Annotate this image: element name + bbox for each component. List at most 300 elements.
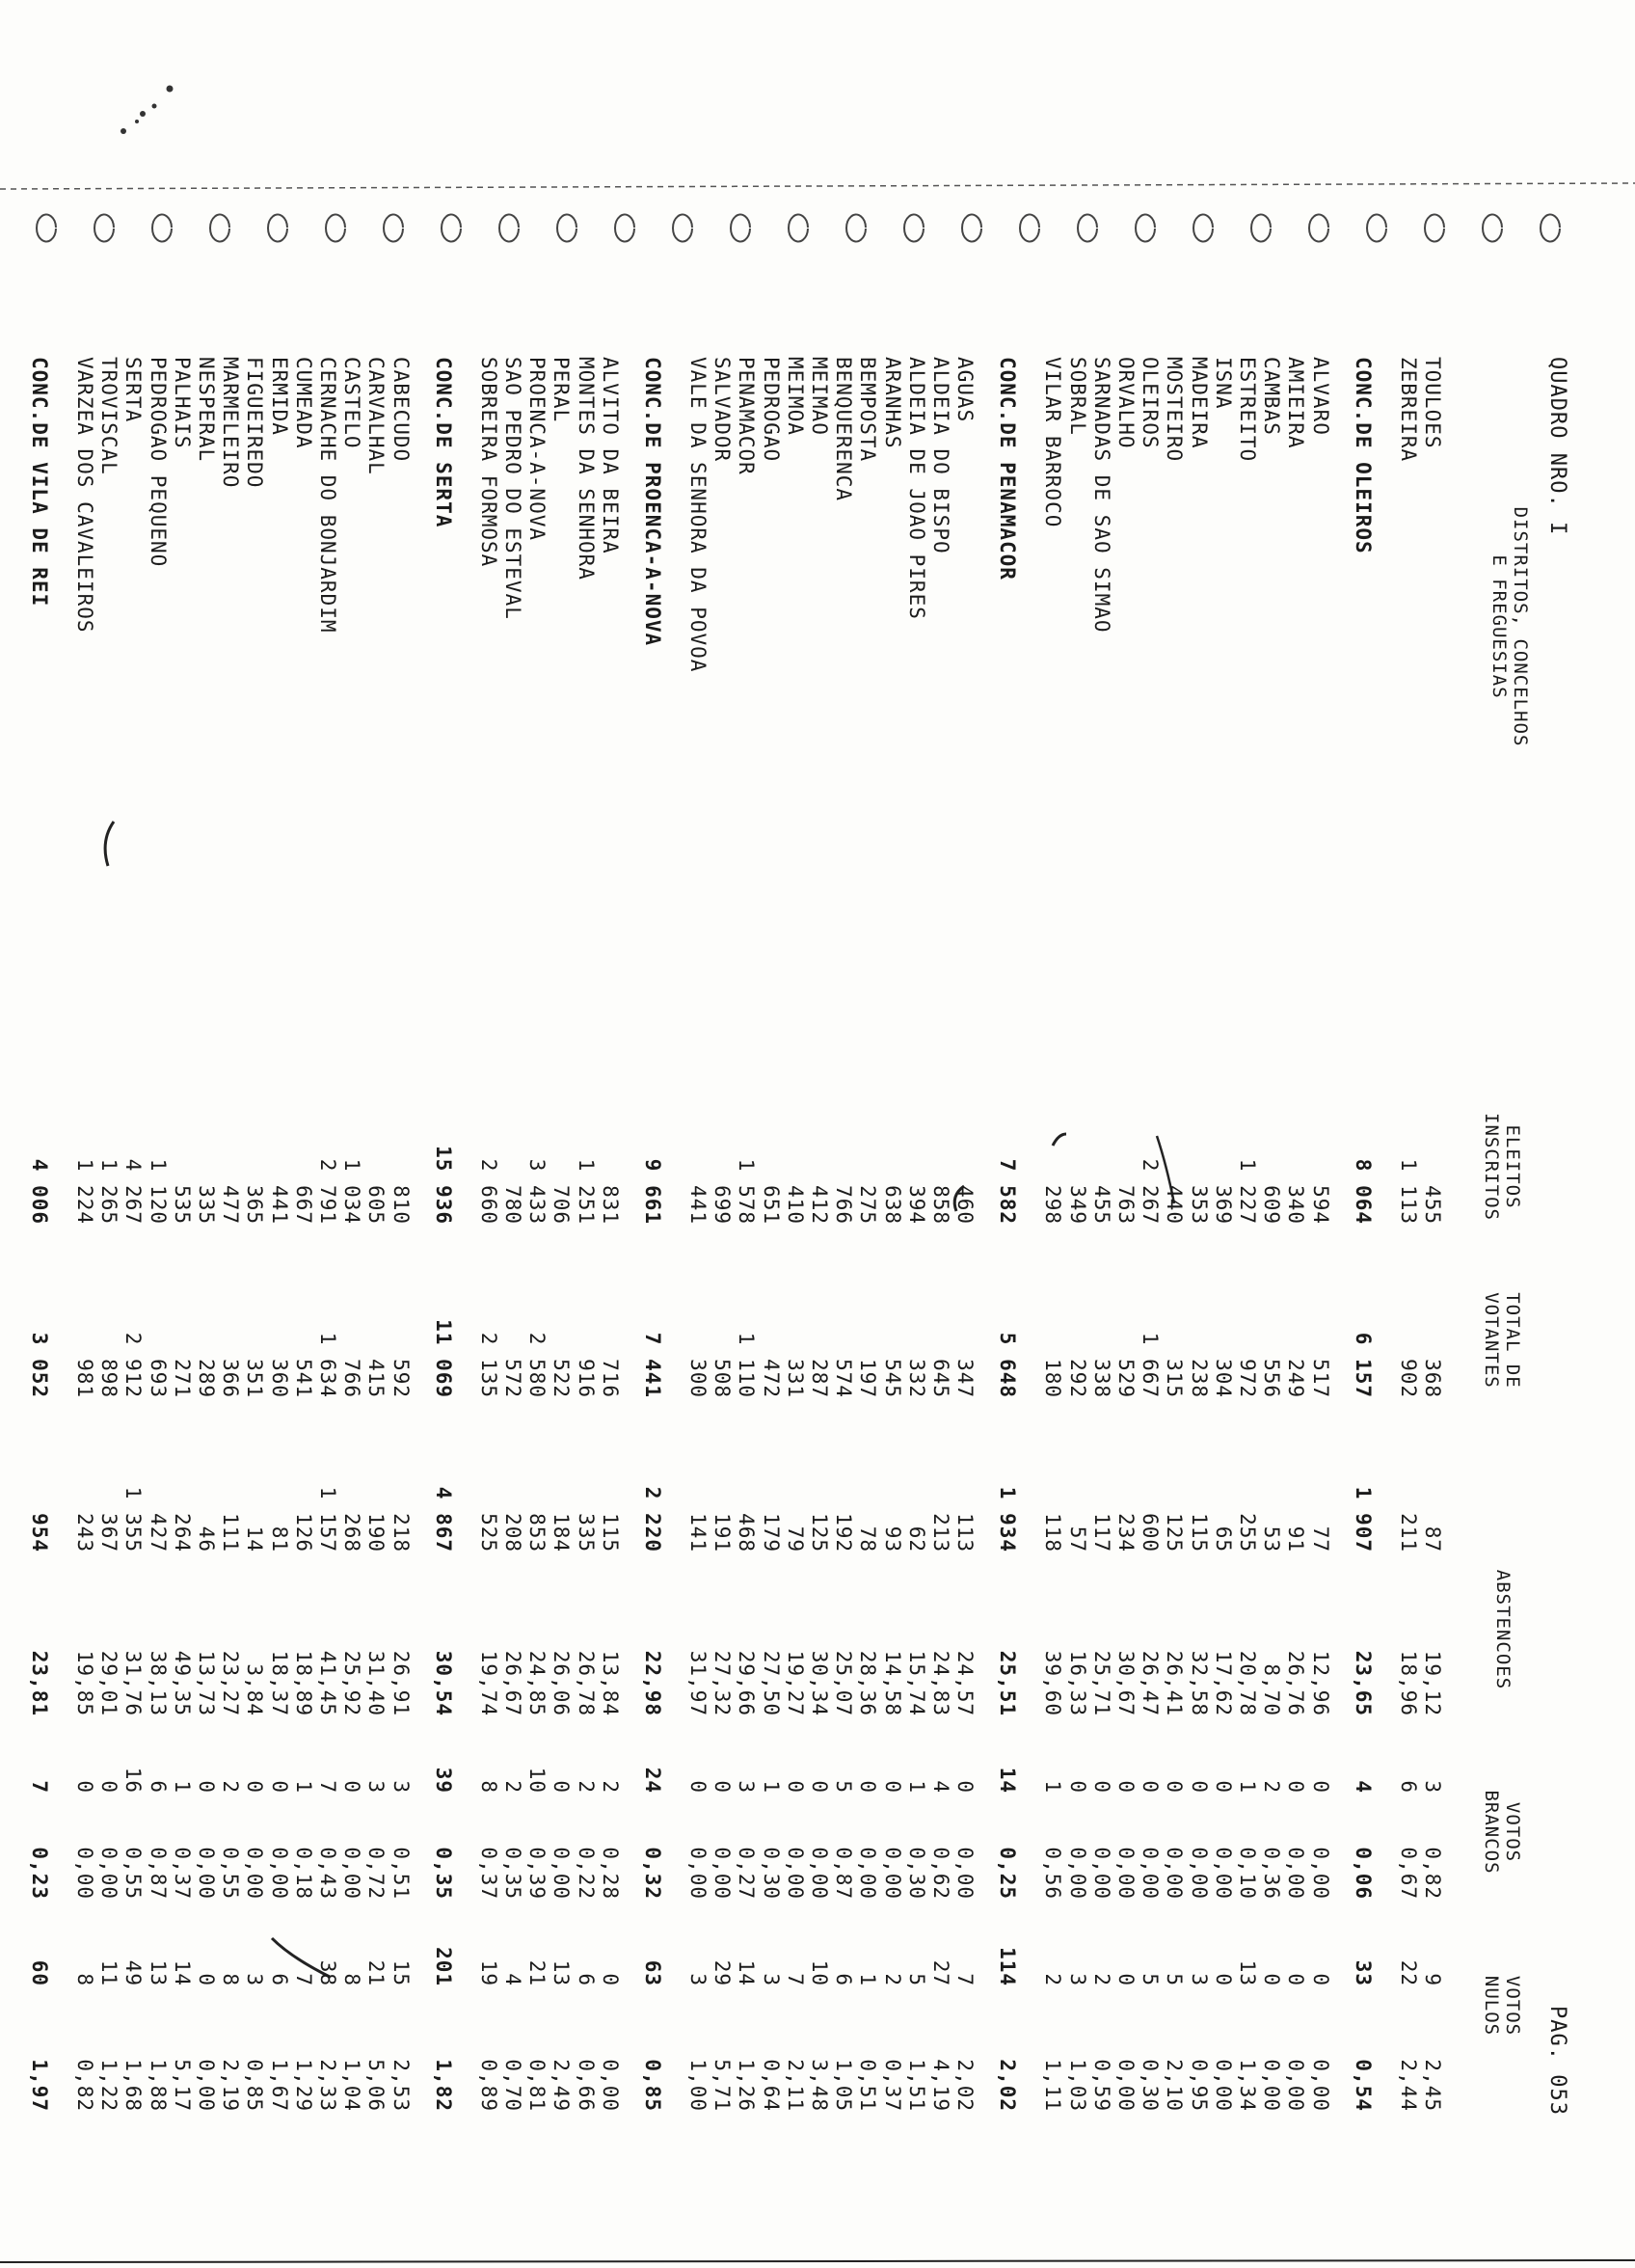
cell-bn: 0 <box>340 1780 364 1794</box>
cell-absp: 26,78 <box>574 1650 598 1716</box>
cell-bp: 0,22 <box>574 1847 598 1900</box>
cell-name: SOBREIRA FORMOSA <box>476 357 500 568</box>
cell-nn: 0 <box>598 1973 622 1986</box>
cell-bp: 0,37 <box>476 1847 500 1900</box>
cell-name: ALVITO DA BEIRA <box>598 357 622 554</box>
cell-abs: 87 <box>1421 1526 1444 1552</box>
cell-vot: 716 <box>598 1359 622 1398</box>
cell-abs: 115 <box>598 1513 622 1552</box>
cell-np: 1,97 <box>27 2059 51 2112</box>
cell-name: PALHAIS <box>170 357 194 449</box>
cell-bp: 0,30 <box>759 1847 783 1900</box>
cell-nn: 60 <box>27 1959 51 1986</box>
cell-ins: 810 <box>389 1185 413 1225</box>
cell-vot: 1 634 <box>316 1332 339 1398</box>
cell-bn: 4 <box>929 1780 952 1794</box>
cell-np: 1,03 <box>1065 2059 1089 2112</box>
cell-name: MEIMOA <box>783 357 807 436</box>
cell-np: 2,19 <box>219 2059 243 2112</box>
cell-abs: 81 <box>267 1526 291 1552</box>
cell-abs: 525 <box>476 1513 500 1552</box>
cell-vot: 472 <box>759 1359 783 1398</box>
cell-bn: 0 <box>1089 1780 1113 1794</box>
cell-abs: 335 <box>574 1513 598 1552</box>
cell-vot: 541 <box>291 1359 315 1398</box>
cell-abs: 53 <box>1260 1526 1284 1552</box>
cell-vot: 6 157 <box>1351 1332 1375 1398</box>
cell-vot: 287 <box>808 1359 831 1398</box>
table-row <box>953 29 977 2208</box>
cell-ins: 535 <box>170 1185 194 1225</box>
cell-np: 1,68 <box>121 2059 146 2112</box>
cell-np: 2,10 <box>1163 2059 1187 2112</box>
cell-ins: 1 227 <box>1236 1158 1259 1225</box>
cell-absp: 27,50 <box>759 1650 783 1716</box>
cell-abs: 118 <box>1041 1513 1065 1552</box>
cell-nn: 21 <box>525 1959 549 1986</box>
cell-bn: 39 <box>431 1767 455 1794</box>
cell-name: FIGUEIREDO <box>243 357 267 489</box>
cell-ins: 441 <box>686 1185 710 1225</box>
cell-vot: 972 <box>1236 1359 1259 1398</box>
table-row <box>1041 29 1064 2208</box>
cell-abs: 141 <box>686 1513 710 1552</box>
cell-vot: 556 <box>1260 1359 1284 1398</box>
cell-bn: 2 <box>574 1780 598 1794</box>
cell-bp: 0,00 <box>97 1847 121 1900</box>
cell-name: ALDEIA DO BISPO <box>929 357 952 554</box>
cell-abs: 62 <box>904 1526 928 1552</box>
table-row <box>268 29 291 2208</box>
cell-np: 2,11 <box>783 2059 807 2112</box>
cell-absp: 19,27 <box>783 1650 807 1716</box>
table-row <box>316 29 339 2208</box>
cell-nn: 4 <box>501 1973 524 1986</box>
cell-absp: 41,45 <box>316 1650 339 1716</box>
cell-absp: 16,33 <box>1065 1650 1089 1716</box>
table-row <box>549 29 573 2208</box>
cell-abs: 125 <box>808 1513 831 1552</box>
cell-absp: 23,27 <box>219 1650 243 1716</box>
header-ins-line1: ELEITOS <box>1502 1124 1523 1209</box>
cell-ins: 455 <box>1089 1185 1113 1225</box>
cell-name: PEDROGAO <box>759 357 783 463</box>
cell-abs: 213 <box>929 1513 952 1552</box>
cell-ins: 455 <box>1421 1185 1444 1225</box>
header-abstencoes: ABSTENCOES <box>1492 1569 1514 1690</box>
cell-abs: 1 157 <box>316 1486 339 1552</box>
cell-vot: 2 580 <box>525 1332 549 1398</box>
table-row <box>1309 29 1332 2208</box>
cell-name: CONC.DE OLEIROS <box>1351 357 1375 554</box>
cell-bn: 1 <box>759 1780 783 1794</box>
cell-name: MOSTEIRO <box>1163 357 1187 463</box>
cell-np: 2,44 <box>1396 2059 1420 2112</box>
cell-nn: 9 <box>1421 1973 1444 1986</box>
cell-ins: 275 <box>856 1185 880 1225</box>
cell-np: 1,11 <box>1041 2059 1065 2112</box>
cell-nn: 3 <box>1187 1973 1211 1986</box>
cell-np: 0,82 <box>73 2059 96 2112</box>
table-row <box>364 29 388 2208</box>
cell-bn: 0 <box>783 1780 807 1794</box>
cell-vot: 517 <box>1308 1359 1332 1398</box>
header-nulos <box>1481 1948 1523 2064</box>
cell-vot: 1 110 <box>735 1332 759 1398</box>
cell-bn: 0 <box>686 1780 710 1794</box>
cell-vot: 7 441 <box>640 1332 664 1398</box>
cell-absp: 26,67 <box>501 1650 524 1716</box>
table-row <box>292 29 315 2208</box>
cell-bp: 0,30 <box>904 1847 928 1900</box>
cell-np: 0,00 <box>1284 2059 1308 2112</box>
cell-name: MADEIRA <box>1187 357 1211 449</box>
cell-bn: 0 <box>267 1780 291 1794</box>
cell-vot: 300 <box>686 1359 710 1398</box>
cell-name: ORVALHO <box>1114 357 1138 449</box>
cell-name: ERMIDA <box>267 357 291 436</box>
table-row <box>1397 29 1420 2208</box>
cell-abs: 4 867 <box>431 1486 455 1552</box>
cell-absp: 25,71 <box>1089 1650 1113 1716</box>
cell-bp: 0,00 <box>686 1847 710 1900</box>
cell-np: 0,64 <box>759 2059 783 2112</box>
cell-bp: 0,00 <box>1211 1847 1235 1900</box>
cell-vot: 592 <box>389 1359 413 1398</box>
cell-absp: 19,12 <box>1421 1650 1444 1716</box>
cell-bp: 0,87 <box>146 1847 170 1900</box>
cell-vot: 338 <box>1089 1359 1113 1398</box>
cell-ins: 763 <box>1114 1185 1138 1225</box>
cell-bn: 0 <box>880 1780 904 1794</box>
cell-abs: 218 <box>389 1513 413 1552</box>
cell-abs: 264 <box>170 1513 194 1552</box>
cell-absp: 29,01 <box>97 1650 121 1716</box>
cell-ins: 638 <box>880 1185 904 1225</box>
cell-name: CONC.DE SERTA <box>431 357 455 528</box>
cell-ins: 298 <box>1041 1185 1065 1225</box>
table-row <box>1066 29 1089 2208</box>
cell-ins: 1 265 <box>97 1158 121 1225</box>
table-row <box>1212 29 1235 2208</box>
table-row <box>171 29 194 2208</box>
cell-bn: 8 <box>476 1780 500 1794</box>
cell-bp: 0,00 <box>1065 1847 1089 1900</box>
cell-name: CERNACHE DO BONJARDIM <box>316 357 339 634</box>
cell-bp: 0,00 <box>1308 1847 1332 1900</box>
cell-name: MEIMAO <box>808 357 831 436</box>
cell-ins: 440 <box>1163 1185 1187 1225</box>
cell-nn: 15 <box>389 1959 413 1986</box>
cell-bn: 1 <box>1236 1780 1259 1794</box>
header-ins-line2: INSCRITOS <box>1481 1113 1502 1221</box>
cell-bn: 0 <box>1211 1780 1235 1794</box>
cell-bn: 1 <box>170 1780 194 1794</box>
cell-name: AGUAS <box>953 357 978 423</box>
concelho-total-row <box>996 29 1019 2208</box>
cell-abs: 117 <box>1089 1513 1113 1552</box>
cell-bn: 0 <box>1114 1780 1138 1794</box>
cell-np: 0,66 <box>574 2059 598 2112</box>
cell-absp: 14,58 <box>880 1650 904 1716</box>
cell-nn: 0 <box>195 1973 218 1986</box>
cell-bp: 0,00 <box>710 1847 735 1900</box>
cell-name: SARNADAS DE SAO SIMAO <box>1089 357 1113 634</box>
table-row <box>760 29 783 2208</box>
cell-absp: 31,40 <box>364 1650 389 1716</box>
cell-abs: 57 <box>1065 1526 1089 1552</box>
cell-bp: 0,00 <box>1089 1847 1113 1900</box>
table-row <box>147 29 170 2208</box>
cell-bp: 0,28 <box>598 1847 622 1900</box>
cell-bn: 6 <box>146 1780 170 1794</box>
cell-abs: 192 <box>832 1513 856 1552</box>
cell-np: 1,88 <box>146 2059 170 2112</box>
cell-abs: 113 <box>953 1513 978 1552</box>
cell-ins: 699 <box>710 1185 735 1225</box>
cell-vot: 898 <box>97 1359 121 1398</box>
cell-absp: 19,74 <box>476 1650 500 1716</box>
cell-bn: 0 <box>549 1780 574 1794</box>
cell-nn: 11 <box>97 1959 121 1986</box>
cell-ins: 1 251 <box>574 1158 598 1225</box>
cell-nn: 27 <box>929 1959 952 1986</box>
cell-ins: 2 267 <box>1139 1158 1163 1225</box>
cell-vot: 11 069 <box>431 1319 455 1398</box>
cell-vot: 238 <box>1187 1359 1211 1398</box>
cell-np: 2,53 <box>389 2059 413 2112</box>
cell-name: ALVARO <box>1308 357 1332 436</box>
cell-absp: 3,84 <box>243 1663 267 1716</box>
cell-name: PEDROGAO PEQUENO <box>146 357 170 568</box>
cell-ins: 605 <box>364 1185 389 1225</box>
cell-abs: 184 <box>549 1513 574 1552</box>
cell-abs: 1 907 <box>1351 1486 1375 1552</box>
header-vot-line2: VOTANTES <box>1481 1292 1502 1389</box>
cell-bp: 0,06 <box>1351 1847 1375 1900</box>
cell-vot: 5 648 <box>996 1332 1020 1398</box>
table-row <box>881 29 904 2208</box>
cell-bn: 16 <box>121 1767 146 1794</box>
cell-bn: 0 <box>1065 1780 1089 1794</box>
cell-nn: 7 <box>953 1973 978 1986</box>
cell-ins: 441 <box>267 1185 291 1225</box>
cell-vot: 180 <box>1041 1359 1065 1398</box>
cell-absp: 30,67 <box>1114 1650 1138 1716</box>
cell-np: 5,17 <box>170 2059 194 2112</box>
cell-vot: 545 <box>880 1359 904 1398</box>
table-row <box>340 29 363 2208</box>
cell-bn: 0 <box>808 1780 831 1794</box>
cell-ins: 3 433 <box>525 1158 549 1225</box>
table-row <box>195 29 218 2208</box>
cell-np: 0,00 <box>1114 2059 1138 2112</box>
cell-bp: 0,00 <box>808 1847 831 1900</box>
cell-np: 5,71 <box>710 2059 735 2112</box>
cell-vot: 360 <box>267 1359 291 1398</box>
cell-ins: 7 582 <box>996 1158 1020 1225</box>
cell-bn: 2 <box>598 1780 622 1794</box>
cell-name: CASTELO <box>340 357 364 449</box>
cell-absp: 25,07 <box>832 1650 856 1716</box>
cell-np: 1,00 <box>686 2059 710 2112</box>
cell-vot: 3 052 <box>27 1332 51 1398</box>
table-row <box>735 29 758 2208</box>
cell-nn: 3 <box>759 1973 783 1986</box>
cell-name: PENAMACOR <box>735 357 759 475</box>
header-vot-line1: TOTAL DE <box>1502 1292 1523 1389</box>
cell-absp: 49,35 <box>170 1650 194 1716</box>
cell-np: 0,51 <box>856 2059 880 2112</box>
cell-nn: 63 <box>640 1959 664 1986</box>
cell-ins: 667 <box>291 1185 315 1225</box>
table-row <box>1236 29 1259 2208</box>
cell-vot: 574 <box>832 1359 856 1398</box>
cell-vot: 522 <box>549 1359 574 1398</box>
cell-np: 2,49 <box>549 2059 574 2112</box>
cell-nn: 5 <box>904 1973 928 1986</box>
cell-bp: 0,27 <box>735 1847 759 1900</box>
cell-bn: 14 <box>996 1767 1020 1794</box>
cell-nn: 22 <box>1396 1959 1420 1986</box>
cell-ins: 831 <box>598 1185 622 1225</box>
cell-nn: 8 <box>340 1973 364 1986</box>
cell-absp: 24,57 <box>953 1650 978 1716</box>
cell-bp: 0,10 <box>1236 1847 1259 1900</box>
table-row <box>1421 29 1444 2208</box>
cell-ins: 335 <box>195 1185 218 1225</box>
cell-bn: 2 <box>219 1780 243 1794</box>
cell-bp: 0,00 <box>1187 1847 1211 1900</box>
cell-absp: 13,84 <box>598 1650 622 1716</box>
table-row <box>856 29 879 2208</box>
cell-bp: 0,82 <box>1421 1847 1444 1900</box>
cell-abs: 255 <box>1236 1513 1259 1552</box>
cell-np: 0,85 <box>640 2059 664 2112</box>
cell-abs: 125 <box>1163 1513 1187 1552</box>
cell-nn: 7 <box>783 1973 807 1986</box>
cell-vot: 902 <box>1396 1359 1420 1398</box>
cell-absp: 20,78 <box>1236 1650 1259 1716</box>
cell-np: 1,29 <box>291 2059 315 2112</box>
cell-bp: 0,00 <box>1163 1847 1187 1900</box>
header-name-line1: DISTRITOS, CONCELHOS <box>1510 506 1531 747</box>
header-bra-line2: BRANCOS <box>1481 1790 1502 1875</box>
cell-np: 1,51 <box>904 2059 928 2112</box>
cell-absp: 8,70 <box>1260 1663 1284 1716</box>
cell-nn: 2 <box>1041 1973 1065 1986</box>
cell-np: 0,00 <box>195 2059 218 2112</box>
cell-absp: 18,37 <box>267 1650 291 1716</box>
cell-abs: 427 <box>146 1513 170 1552</box>
cell-abs: 93 <box>880 1526 904 1552</box>
cell-ins: 477 <box>219 1185 243 1225</box>
cell-bn: 6 <box>1396 1780 1420 1794</box>
cell-name: SERTA <box>121 357 146 423</box>
table-row <box>929 29 952 2208</box>
cell-absp: 19,85 <box>73 1650 96 1716</box>
cell-name: VILAR BARROCO <box>1041 357 1065 528</box>
cell-bp: 0,72 <box>364 1847 389 1900</box>
cell-bn: 0 <box>1284 1780 1308 1794</box>
cell-absp: 12,96 <box>1308 1650 1332 1716</box>
cell-abs: 91 <box>1284 1526 1308 1552</box>
cell-bp: 0,43 <box>316 1847 339 1900</box>
cell-nn: 0 <box>1211 1973 1235 1986</box>
cell-nn: 8 <box>73 1973 96 1986</box>
cell-nn: 3 <box>686 1973 710 1986</box>
cell-bp: 0,00 <box>549 1847 574 1900</box>
cell-nn: 6 <box>267 1973 291 1986</box>
page-number: PAG. 053 <box>1545 2006 1569 2116</box>
cell-name: CARVALHAL <box>364 357 389 475</box>
cell-nn: 6 <box>832 1973 856 1986</box>
cell-nn: 29 <box>710 1959 735 1986</box>
cell-abs: 243 <box>73 1513 96 1552</box>
cell-vot: 981 <box>73 1359 96 1398</box>
cell-name: MARMELEIRO <box>219 357 243 489</box>
header-votantes <box>1481 1273 1523 1408</box>
cell-vot: 197 <box>856 1359 880 1398</box>
cell-bp: 0,32 <box>640 1847 664 1900</box>
cell-ins: 858 <box>929 1185 952 1225</box>
cell-ins: 349 <box>1065 1185 1089 1225</box>
cell-ins: 609 <box>1260 1185 1284 1225</box>
cell-ins: 594 <box>1308 1185 1332 1225</box>
cell-abs: 14 <box>243 1526 267 1552</box>
cell-name: TOULOES <box>1421 357 1444 449</box>
cell-bp: 0,00 <box>195 1847 218 1900</box>
table-row <box>808 29 831 2208</box>
cell-abs: 853 <box>525 1513 549 1552</box>
cell-vot: 916 <box>574 1359 598 1398</box>
cell-absp: 26,47 <box>1139 1650 1163 1716</box>
cell-absp: 39,60 <box>1041 1650 1065 1716</box>
cell-ins: 766 <box>832 1185 856 1225</box>
cell-nn: 13 <box>1236 1959 1259 1986</box>
cell-vot: 271 <box>170 1359 194 1398</box>
cell-abs: 79 <box>783 1526 807 1552</box>
cell-bp: 0,35 <box>431 1847 455 1900</box>
cell-abs: 65 <box>1211 1526 1235 1552</box>
cell-absp: 25,51 <box>996 1650 1020 1716</box>
cell-nn: 8 <box>219 1973 243 1986</box>
cell-np: 1,67 <box>267 2059 291 2112</box>
table-row <box>1284 29 1307 2208</box>
cell-absp: 17,62 <box>1211 1650 1235 1716</box>
cell-nn: 21 <box>364 1959 389 1986</box>
cell-absp: 26,41 <box>1163 1650 1187 1716</box>
cell-absp: 26,76 <box>1284 1650 1308 1716</box>
cell-np: 1,82 <box>431 2059 455 2112</box>
cell-bn: 3 <box>364 1780 389 1794</box>
cell-np: 0,30 <box>1139 2059 1163 2112</box>
table-row <box>905 29 928 2208</box>
cell-ins: 340 <box>1284 1185 1308 1225</box>
cell-absp: 24,85 <box>525 1650 549 1716</box>
cell-name: CABECUDO <box>389 357 413 463</box>
cell-absp: 22,98 <box>640 1650 664 1716</box>
cell-nn: 0 <box>1260 1973 1284 1986</box>
cell-bn: 10 <box>525 1767 549 1794</box>
cell-absp: 27,32 <box>710 1650 735 1716</box>
cell-name: SALVADOR <box>710 357 735 463</box>
cell-ins: 1 120 <box>146 1158 170 1225</box>
cell-bp: 0,39 <box>525 1847 549 1900</box>
table-row <box>599 29 622 2208</box>
cell-abs: 77 <box>1308 1526 1332 1552</box>
cell-bn: 7 <box>316 1780 339 1794</box>
